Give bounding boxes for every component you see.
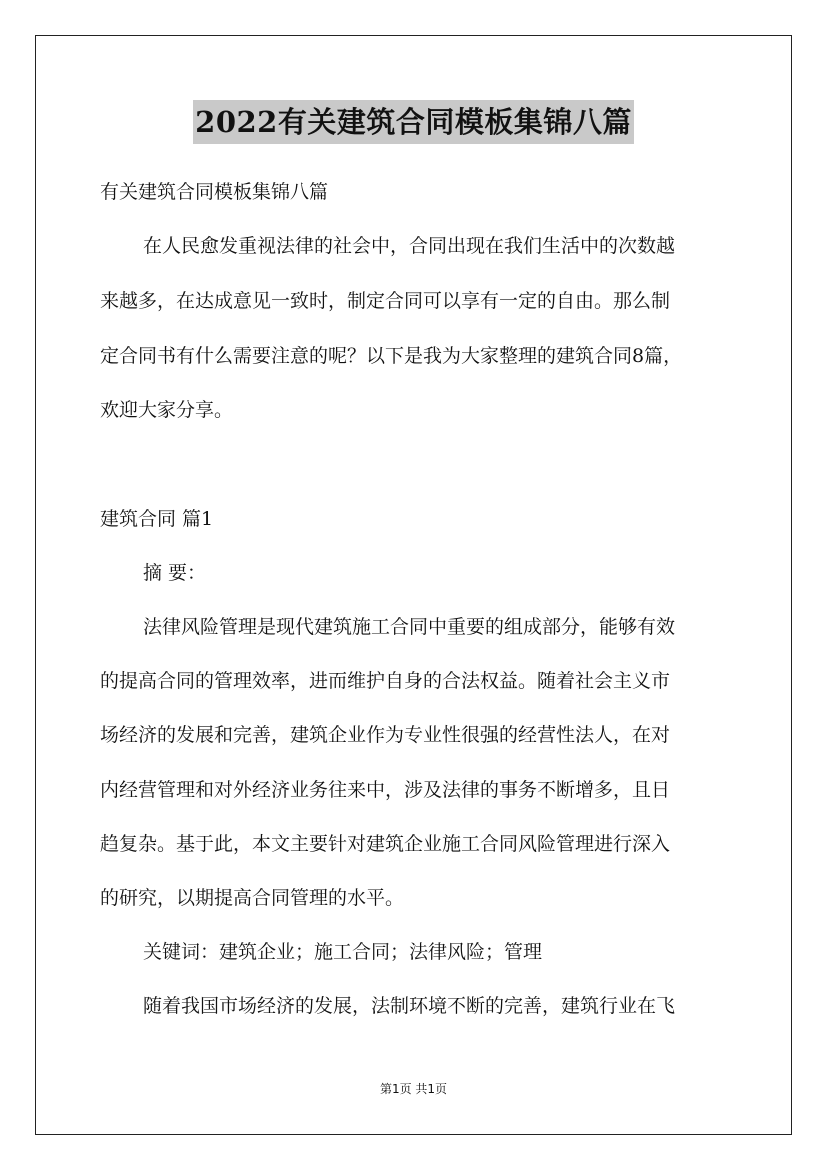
intro-line: 来越多，在达成意见一致时，制定合同可以享有一定的自由。那么制 bbox=[100, 290, 671, 312]
intro-line: 定合同书有什么需要注意的呢？以下是我为大家整理的建筑合同8篇， bbox=[100, 345, 683, 367]
abstract-line: 内经营管理和对外经济业务往来中，涉及法律的事务不断增多，且日 bbox=[100, 779, 671, 801]
document-title: 2022有关建筑合同模板集锦八篇 bbox=[193, 100, 634, 144]
intro-line: 欢迎大家分享。 bbox=[100, 399, 234, 421]
body-paragraph-start: 随着我国市场经济的发展，法制环境不断的完善，建筑行业在飞 bbox=[143, 995, 676, 1017]
title-container bbox=[0, 100, 827, 144]
abstract-line: 的提高合同的管理效率，进而维护自身的合法权益。随着社会主义市 bbox=[100, 670, 671, 692]
page-footer: 第1页 共1页 bbox=[379, 1082, 448, 1096]
abstract-label: 摘 要： bbox=[143, 562, 207, 584]
section-heading: 建筑合同 篇1 bbox=[100, 508, 214, 530]
document-subtitle: 有关建筑合同模板集锦八篇 bbox=[100, 181, 329, 203]
abstract-line: 场经济的发展和完善，建筑企业作为专业性很强的经营性法人，在对 bbox=[100, 724, 671, 746]
keywords-line: 关键词：建筑企业；施工合同；法律风险；管理 bbox=[143, 941, 543, 963]
abstract-line: 的研究，以期提高合同管理的水平。 bbox=[100, 887, 405, 909]
abstract-line: 趋复杂。基于此，本文主要针对建筑企业施工合同风险管理进行深入 bbox=[100, 833, 671, 855]
intro-line: 在人民愈发重视法律的社会中，合同出现在我们生活中的次数越 bbox=[143, 235, 676, 257]
abstract-line: 法律风险管理是现代建筑施工合同中重要的组成部分，能够有效 bbox=[143, 616, 676, 638]
